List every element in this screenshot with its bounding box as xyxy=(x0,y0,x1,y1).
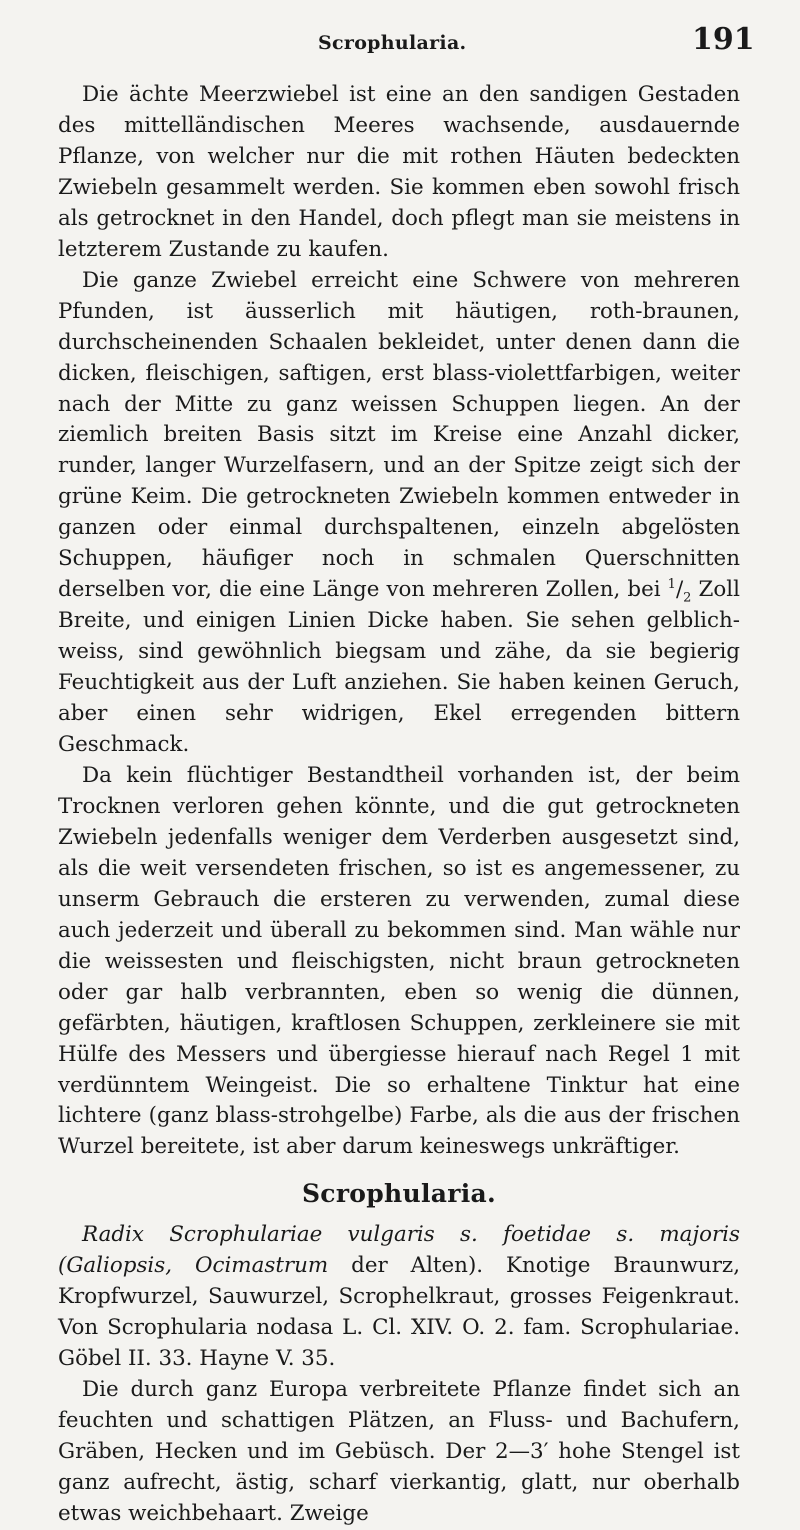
paragraph-scrophularia-names xyxy=(58,1220,740,1375)
paragraph-preparation: Da kein flüchtiger Bestandtheil vorhanden ist, der beim Trocknen verloren gehen könnte, und die gut getrockneten Zwiebeln jedenfalls weniger dem Verderben ausgesetzt sind, als die weit versendeten frischen, so ist es angemessener, zu unserm Gebrauch die ersteren zu verwenden, zumal diese auch jederzeit und überall zu bekommen sind. Man wähle nur die weissesten und fleischigsten, nicht braun getrockneten oder gar halb verbrannten, eben so wenig die dünnen, gefärbten, häutigen, kraftlosen Schuppen, zerkleinere sie mit Hülfe des Messers und übergiesse hierauf nach Regel 1 mit verdünntem Weingeist. Die so erhaltene Tinktur hat eine lichtere (ganz blass-strohgelbe) Farbe, als die aus der frischen Wurzel bereitete, ist aber darum keineswegs unkräftiger. xyxy=(58,762,740,1160)
running-head xyxy=(0,24,800,64)
fraction-denominator: 2 xyxy=(683,590,692,606)
paragraph-scrophularia-description: Die durch ganz Europa verbreitete Pflanze findet sich an feuchten und schattigen Plätzen, an Fluss- und Bachufern, Gräben, Hecken und im Gebüsch. Der 2—3′ hohe Stengel ist ganz aufrecht, ästig, scharf vierkantig, glatt, nur oberhalb etwas weichbehaart. Zweige xyxy=(58,1377,740,1526)
paragraph-meerzwiebel-origin: Die ächte Meerzwiebel ist eine an den sandigen Gestaden des mittelländischen Meeres wachsende, ausdauernde Pflanze, von welcher nur die mit rothen Häuten bedeckten Zwiebeln gesammelt werden. Sie kommen eben sowohl frisch als getrocknet in den Handel, doch pflegt man sie meistens in letzterem Zustande zu kaufen. xyxy=(58,82,740,262)
fraction-numerator: 1 xyxy=(667,577,676,593)
body-text xyxy=(58,80,740,1530)
page-number: 191 xyxy=(692,22,755,57)
synonyms-text: der Alten). Knotige Braunwurz, Kropfwurzel, Sauwurzel, Scrophelkraut, grosses Feigenkraut. Von Scrophularia nodasa L. Cl. XIV. O. 2. fam. Scrophulariae. Göbel II. 33. Hayne V. 35. xyxy=(58,1253,740,1372)
latin-names: Radix Scrophulariae vulgaris s. foetidae s. majoris (Galiopsis, Ocimastrum xyxy=(58,1222,740,1279)
section-heading-scrophularia: Scrophularia. xyxy=(301,1179,497,1209)
paragraph-bulb-description: Die ganze Zwiebel erreicht eine Schwere von mehreren Pfunden, ist äusserlich mit häutigen, roth-braunen, durchscheinenden Schaalen bekleidet, unter denen dann die dicken, fleischigen, saftigen, erst blass-violettfarbigen, weiter nach der Mitte zu ganz weissen Schuppen liegen. An der ziemlich breiten Basis sitzt im Kreise eine Anzahl dicker, runder, langer Wurzelfasern, und an der Spitze zeigt sich der grüne Keim. Die getrockneten Zwiebeln kommen entweder in ganzen oder einmal durchspaltenen, einzeln abgelösten Schuppen, häufiger noch in schmalen Querschnitten derselben vor, die eine Länge von mehreren Zollen, bei $^1/_2$ Zoll Breite, und einigen Linien Dicke haben. Sie sehen gelblich-weiss, sind gewöhnlich biegsam und zähe, da sie begierig Feuchtigkeit aus der Luft anziehen. Sie haben keinen Geruch, aber einen sehr widrigen, Ekel erregenden bittern Geschmack. xyxy=(58,267,740,758)
running-head-title: Scrophularia. xyxy=(318,32,467,54)
